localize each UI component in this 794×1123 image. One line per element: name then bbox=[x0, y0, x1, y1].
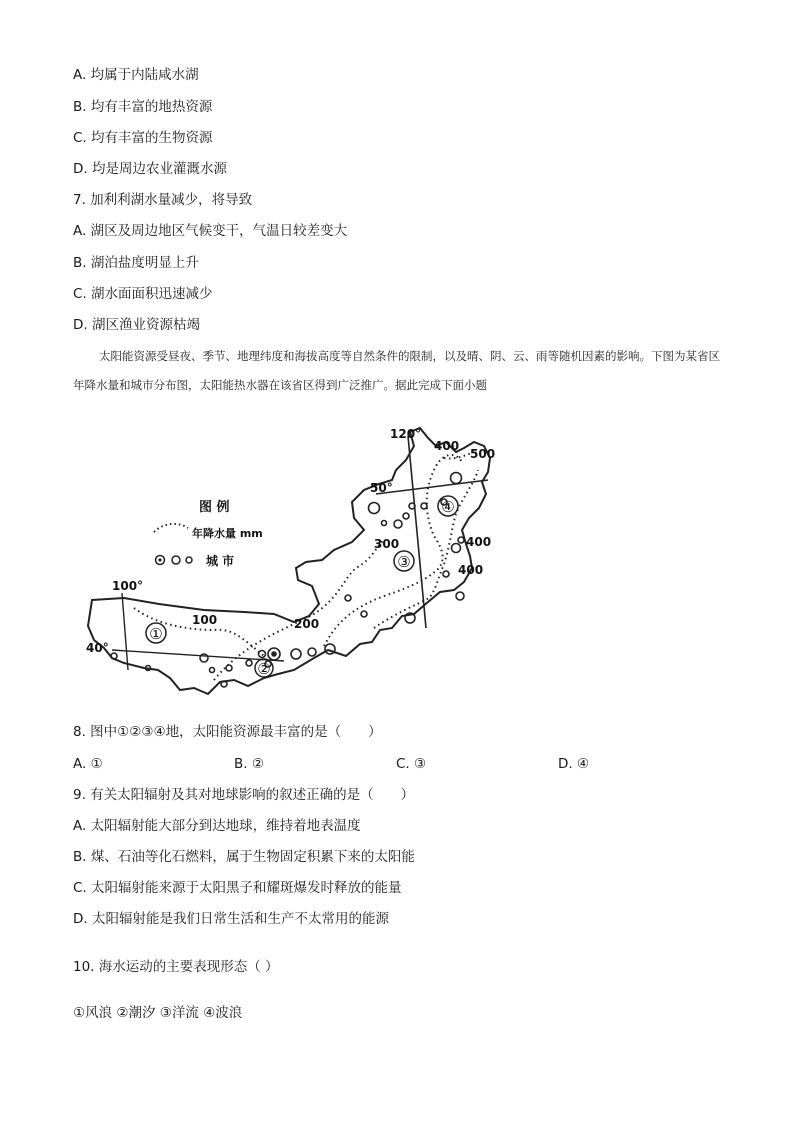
legend-city-big-dot bbox=[158, 558, 161, 561]
q9-option-b: B. 煤、石油等化石燃料，属于生物固定积累下来的太阳能 bbox=[73, 849, 415, 865]
q10-stem: 10. 海水运动的主要表现形态（ ） bbox=[73, 959, 279, 975]
q7-stem: 7. 加利利湖水量减少，将导致 bbox=[73, 192, 253, 208]
legend-isohyet-label: 年降水量 mm bbox=[192, 527, 263, 540]
q9-stem: 9. 有关太阳辐射及其对地球影响的叙述正确的是（ ） bbox=[73, 787, 415, 803]
isohyet-lines bbox=[134, 452, 478, 680]
isohyet-label-500: 500 bbox=[470, 447, 496, 461]
precipitation-city-map bbox=[84, 418, 504, 708]
legend-title: 图 例 bbox=[199, 500, 230, 515]
region-2-label: ② bbox=[257, 660, 271, 678]
q7-option-d: D. 湖区渔业资源枯竭 bbox=[73, 317, 200, 333]
q6-option-c: C. 均有丰富的生物资源 bbox=[73, 130, 213, 146]
q8-option-d: D. ④ bbox=[558, 756, 590, 772]
q6-option-d: D. 均是周边农业灌溉水源 bbox=[73, 161, 227, 177]
isohyet-label-400c: 400 bbox=[458, 563, 484, 577]
lon-120-label: 120° bbox=[390, 427, 422, 441]
q9-option-a: A. 太阳辐射能大部分到达地球，维持着地表温度 bbox=[73, 818, 361, 834]
passage bbox=[73, 342, 723, 400]
q7-option-a: A. 湖区及周边地区气候变干，气温日较差变大 bbox=[73, 223, 348, 239]
q8-option-c: C. ③ bbox=[396, 756, 427, 772]
q7-option-b: B. 湖泊盐度明显上升 bbox=[73, 255, 199, 271]
isohyet-label-400b: 400 bbox=[466, 535, 492, 549]
q7-option-c: C. 湖水面面积迅速减少 bbox=[73, 286, 213, 302]
legend-city-mid-icon bbox=[172, 556, 180, 564]
region-4-label: ④ bbox=[441, 498, 455, 516]
lat-50-label: 50° bbox=[370, 481, 393, 495]
region-3-label: ③ bbox=[397, 553, 411, 571]
meridian-120 bbox=[408, 436, 426, 628]
q8-option-b: B. ② bbox=[234, 756, 264, 772]
isohyet-200 bbox=[214, 540, 384, 680]
q9-option-d: D. 太阳辐射能是我们日常生活和生产不太常用的能源 bbox=[73, 911, 389, 927]
meridian-100 bbox=[122, 593, 128, 670]
lon-100-label: 100° bbox=[112, 579, 144, 593]
isohyet-label-300: 300 bbox=[374, 537, 400, 551]
q9-option-c: C. 太阳辐射能来源于太阳黑子和耀斑爆发时释放的能量 bbox=[73, 880, 402, 896]
region-1-label: ① bbox=[149, 625, 163, 643]
legend-city-small-icon bbox=[186, 557, 192, 563]
legend-isohyet-symbol bbox=[154, 524, 188, 532]
cities bbox=[111, 473, 464, 688]
q8-stem: 8. 图中①②③④地，太阳能资源最丰富的是（ ） bbox=[73, 724, 382, 740]
passage-text: 太阳能资源受昼夜、季节、地理纬度和海拔高度等自然条件的限制，以及晴、阴、云、雨等随机因素的影响。下图为某省区年降水量和城市分布图，太阳能热水器在该省区得到广泛推广。据此完成下面小题 bbox=[73, 349, 720, 392]
q6-option-b: B. 均有丰富的地热资源 bbox=[73, 99, 213, 115]
q10-items: ①风浪 ②潮汐 ③洋流 ④波浪 bbox=[73, 1005, 243, 1021]
lat-40-label: 40° bbox=[86, 641, 109, 655]
province-outline bbox=[88, 428, 490, 694]
q6-option-a: A. 均属于内陆咸水湖 bbox=[73, 67, 199, 83]
legend-city-label: 城 市 bbox=[206, 554, 235, 568]
q8-option-a: A. ① bbox=[73, 756, 103, 772]
isohyet-label-100: 100 bbox=[192, 613, 218, 627]
map-legend bbox=[154, 499, 263, 568]
parallel-50 bbox=[376, 480, 488, 494]
isohyet-label-200: 200 bbox=[294, 617, 320, 631]
isohyet-label-400a: 400 bbox=[434, 439, 460, 453]
